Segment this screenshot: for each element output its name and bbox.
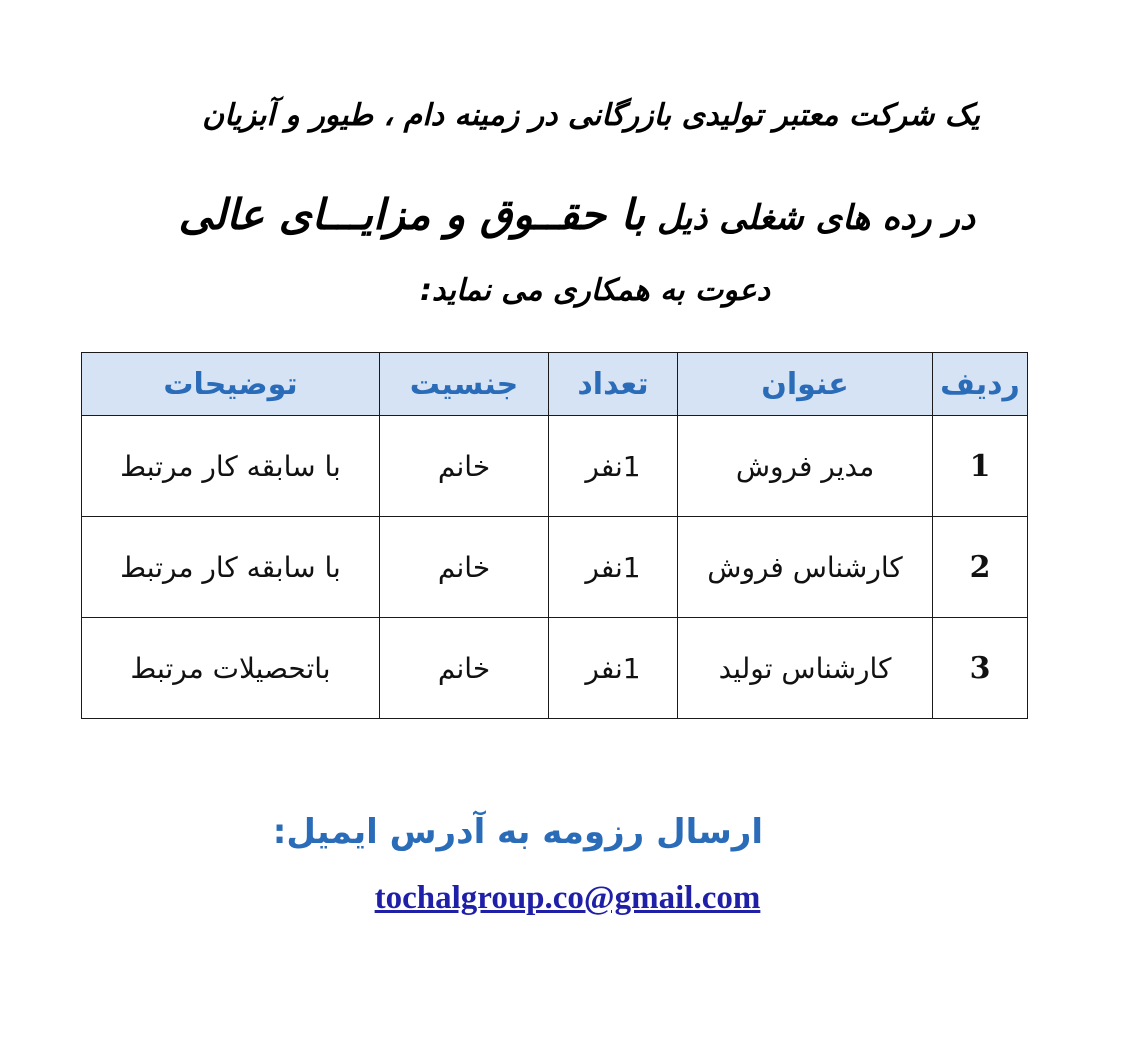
- header-gender: جنسیت: [380, 353, 549, 416]
- row-number: 2: [933, 517, 1028, 618]
- email-link[interactable]: tochalgroup.co@gmail.com: [374, 880, 761, 916]
- header-count: تعداد: [549, 353, 678, 416]
- job-table: [81, 352, 1028, 719]
- positions-prefix: در رده های شغلی ذیل: [645, 198, 975, 238]
- job-title: کارشناس تولید: [678, 618, 933, 719]
- intro-line-company: یک شرکت معتبر تولیدی بازرگانی در زمینه دام ، طیور و آبزیان: [202, 98, 980, 133]
- job-title: مدیر فروش: [678, 416, 933, 517]
- send-resume-label: ارسال رزومه به آدرس ایمیل:: [272, 812, 763, 852]
- salary-benefits-emphasis: با حقــوق و مزایـــای عالی: [178, 190, 646, 239]
- table-header-row: [82, 353, 1028, 416]
- job-description: باتحصیلات مرتبط: [82, 618, 380, 719]
- job-gender: خانم: [380, 618, 549, 719]
- header-title: عنوان: [678, 353, 933, 416]
- table-row: [82, 416, 1028, 517]
- job-description: با سابقه کار مرتبط: [82, 416, 380, 517]
- header-description: توضیحات: [82, 353, 380, 416]
- job-count: 1نفر: [549, 517, 678, 618]
- job-title: کارشناس فروش: [678, 517, 933, 618]
- intro-line-positions: [0, 190, 1125, 239]
- job-count: 1نفر: [549, 618, 678, 719]
- row-number: 1: [933, 416, 1028, 517]
- job-gender: خانم: [380, 517, 549, 618]
- job-count: 1نفر: [549, 416, 678, 517]
- row-number: 3: [933, 618, 1028, 719]
- intro-line-invitation: دعوت به همکاری می نماید:: [419, 273, 770, 308]
- job-gender: خانم: [380, 416, 549, 517]
- job-description: با سابقه کار مرتبط: [82, 517, 380, 618]
- table-row: [82, 517, 1028, 618]
- table-row: [82, 618, 1028, 719]
- header-row-number: ردیف: [933, 353, 1028, 416]
